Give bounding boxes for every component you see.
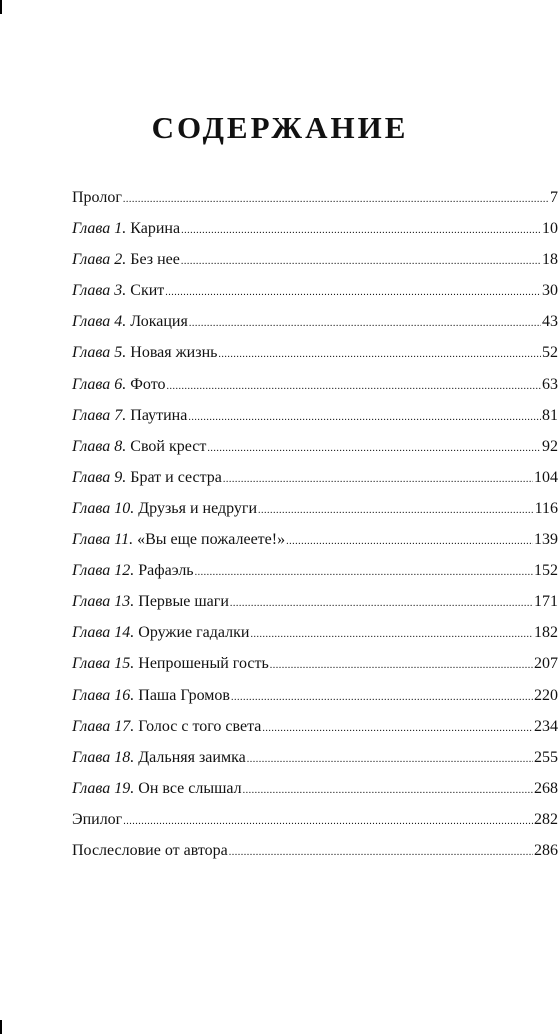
page-number: 92 bbox=[542, 437, 558, 455]
dot-leader bbox=[270, 656, 533, 676]
page-number: 7 bbox=[550, 189, 558, 206]
toc-entry[interactable] bbox=[72, 188, 558, 219]
page-number: 282 bbox=[534, 810, 558, 828]
toc-entry[interactable] bbox=[72, 468, 558, 499]
dot-leader bbox=[181, 252, 541, 272]
toc-entry[interactable] bbox=[72, 779, 558, 810]
toc-entry[interactable] bbox=[72, 250, 558, 281]
toc-entry[interactable] bbox=[72, 748, 558, 779]
toc-entry[interactable] bbox=[72, 810, 558, 841]
chapter-title: Эпилог bbox=[72, 810, 123, 828]
toc-entry-label bbox=[72, 748, 246, 768]
toc-entry-label bbox=[72, 654, 269, 674]
page-number: 116 bbox=[534, 499, 558, 517]
toc-entry-label bbox=[72, 623, 249, 643]
toc-entry[interactable] bbox=[72, 686, 558, 717]
chapter-number: Глава 9. bbox=[72, 468, 127, 486]
chapter-number: Глава 10. bbox=[72, 499, 135, 517]
chapter-title: Без нее bbox=[130, 251, 180, 269]
chapter-title: Он все слышал bbox=[138, 779, 242, 797]
chapter-title: Скит bbox=[130, 282, 165, 300]
page-number: 104 bbox=[534, 468, 558, 486]
dot-leader bbox=[166, 377, 541, 397]
toc-entry-label bbox=[72, 779, 242, 799]
toc-entry[interactable] bbox=[72, 437, 558, 468]
toc-entry[interactable] bbox=[72, 530, 558, 561]
page-number: 286 bbox=[534, 841, 558, 859]
dot-leader bbox=[189, 314, 541, 334]
toc-entry-label bbox=[72, 375, 165, 395]
dot-leader bbox=[181, 221, 541, 241]
chapter-number: Глава 7. bbox=[72, 406, 127, 424]
chapter-number: Глава 19. bbox=[72, 779, 135, 797]
page-number: 234 bbox=[534, 717, 558, 735]
chapter-number: Глава 17. bbox=[72, 717, 135, 735]
chapter-title: Паутина bbox=[130, 406, 188, 424]
chapter-title: Первые шаги bbox=[138, 593, 229, 611]
chapter-number: Глава 1. bbox=[72, 220, 127, 238]
crop-mark-bottom bbox=[0, 1020, 2, 1034]
toc-entry[interactable] bbox=[72, 623, 558, 654]
toc-entry-label bbox=[72, 188, 122, 208]
toc-entry[interactable] bbox=[72, 499, 558, 530]
page-number: 18 bbox=[542, 251, 558, 269]
page-number: 43 bbox=[542, 313, 558, 331]
dot-leader bbox=[231, 688, 533, 708]
chapter-title: «Вы еще пожалеете!» bbox=[137, 531, 286, 549]
toc-entry-label bbox=[72, 250, 180, 270]
table-of-contents bbox=[72, 188, 558, 872]
toc-entry-label bbox=[72, 499, 257, 519]
chapter-title: Голос с того света bbox=[138, 717, 262, 735]
chapter-title: Фото bbox=[130, 375, 166, 393]
toc-entry-label bbox=[72, 717, 261, 737]
toc-entry-label bbox=[72, 219, 180, 239]
toc-entry[interactable] bbox=[72, 312, 558, 343]
dot-leader bbox=[243, 781, 533, 801]
chapter-title: Локация bbox=[130, 313, 188, 331]
chapter-title: Рафаэль bbox=[138, 562, 194, 580]
toc-entry-label bbox=[72, 343, 217, 363]
dot-leader bbox=[207, 439, 541, 459]
dot-leader bbox=[123, 190, 549, 210]
dot-leader bbox=[258, 501, 534, 521]
toc-entry[interactable] bbox=[72, 561, 558, 592]
toc-entry-label bbox=[72, 561, 194, 581]
chapter-number: Глава 13. bbox=[72, 593, 135, 611]
page-number: 255 bbox=[534, 748, 558, 766]
dot-leader bbox=[165, 283, 541, 303]
toc-entry[interactable] bbox=[72, 343, 558, 374]
toc-entry[interactable] bbox=[72, 592, 558, 623]
dot-leader bbox=[250, 625, 533, 645]
toc-entry-label bbox=[72, 437, 206, 457]
chapter-title: Пролог bbox=[72, 189, 122, 206]
toc-entry-label bbox=[72, 312, 188, 332]
chapter-number: Глава 18. bbox=[72, 748, 135, 766]
dot-leader bbox=[195, 563, 533, 583]
chapter-title: Оружие гадалки bbox=[138, 624, 250, 642]
dot-leader bbox=[123, 812, 533, 832]
toc-entry[interactable] bbox=[72, 654, 558, 685]
chapter-number: Глава 6. bbox=[72, 375, 127, 393]
dot-leader bbox=[286, 532, 533, 552]
chapter-title: Брат и сестра bbox=[130, 468, 222, 486]
page-title: СОДЕРЖАНИЕ bbox=[151, 110, 409, 145]
dot-leader bbox=[262, 719, 533, 739]
dot-leader bbox=[188, 408, 541, 428]
toc-entry-label bbox=[72, 592, 229, 612]
crop-mark-top bbox=[0, 0, 2, 14]
page-number: 152 bbox=[534, 562, 558, 580]
page-number: 63 bbox=[542, 375, 558, 393]
chapter-title: Друзья и недруги bbox=[138, 499, 258, 517]
toc-entry-label bbox=[72, 686, 230, 706]
dot-leader bbox=[218, 345, 541, 365]
chapter-number: Глава 15. bbox=[72, 655, 135, 673]
dot-leader bbox=[229, 843, 533, 863]
page-number: 220 bbox=[534, 686, 558, 704]
toc-entry[interactable] bbox=[72, 281, 558, 312]
toc-entry-label bbox=[72, 841, 228, 861]
page-number: 52 bbox=[542, 344, 558, 362]
chapter-number: Глава 8. bbox=[72, 437, 127, 455]
chapter-number: Глава 2. bbox=[72, 251, 127, 269]
chapter-number: Глава 16. bbox=[72, 686, 135, 704]
page-number: 30 bbox=[542, 282, 558, 300]
chapter-title: Дальняя заимка bbox=[138, 748, 246, 766]
toc-entry[interactable] bbox=[72, 406, 558, 437]
chapter-number: Глава 11. bbox=[72, 531, 134, 549]
page-number: 171 bbox=[534, 593, 558, 611]
toc-entry[interactable] bbox=[72, 219, 558, 250]
chapter-number: Глава 5. bbox=[72, 344, 127, 362]
chapter-number: Глава 4. bbox=[72, 313, 127, 331]
page-number: 182 bbox=[534, 624, 558, 642]
dot-leader bbox=[223, 470, 533, 490]
chapter-title: Карина bbox=[130, 220, 181, 238]
page-number: 81 bbox=[542, 406, 558, 424]
toc-entry-label bbox=[72, 468, 222, 488]
chapter-title: Непрошеный гость bbox=[138, 655, 269, 673]
chapter-number: Глава 14. bbox=[72, 624, 135, 642]
toc-entry[interactable] bbox=[72, 375, 558, 406]
page-number: 10 bbox=[542, 220, 558, 238]
toc-entry[interactable] bbox=[72, 717, 558, 748]
page-number: 139 bbox=[534, 531, 558, 549]
toc-entry[interactable] bbox=[72, 841, 558, 872]
page-number: 207 bbox=[534, 655, 558, 673]
chapter-title: Паша Громов bbox=[138, 686, 230, 704]
chapter-title: Послесловие от автора bbox=[72, 841, 228, 859]
chapter-title: Свой крест bbox=[130, 437, 207, 455]
dot-leader bbox=[230, 594, 533, 614]
toc-entry-label bbox=[72, 530, 285, 550]
dot-leader bbox=[247, 750, 533, 770]
page-number: 268 bbox=[534, 779, 558, 797]
toc-entry-label bbox=[72, 406, 187, 426]
chapter-number: Глава 12. bbox=[72, 562, 135, 580]
chapter-title: Новая жизнь bbox=[130, 344, 218, 362]
toc-entry-label bbox=[72, 810, 122, 830]
toc-entry-label bbox=[72, 281, 164, 301]
chapter-number: Глава 3. bbox=[72, 282, 127, 300]
